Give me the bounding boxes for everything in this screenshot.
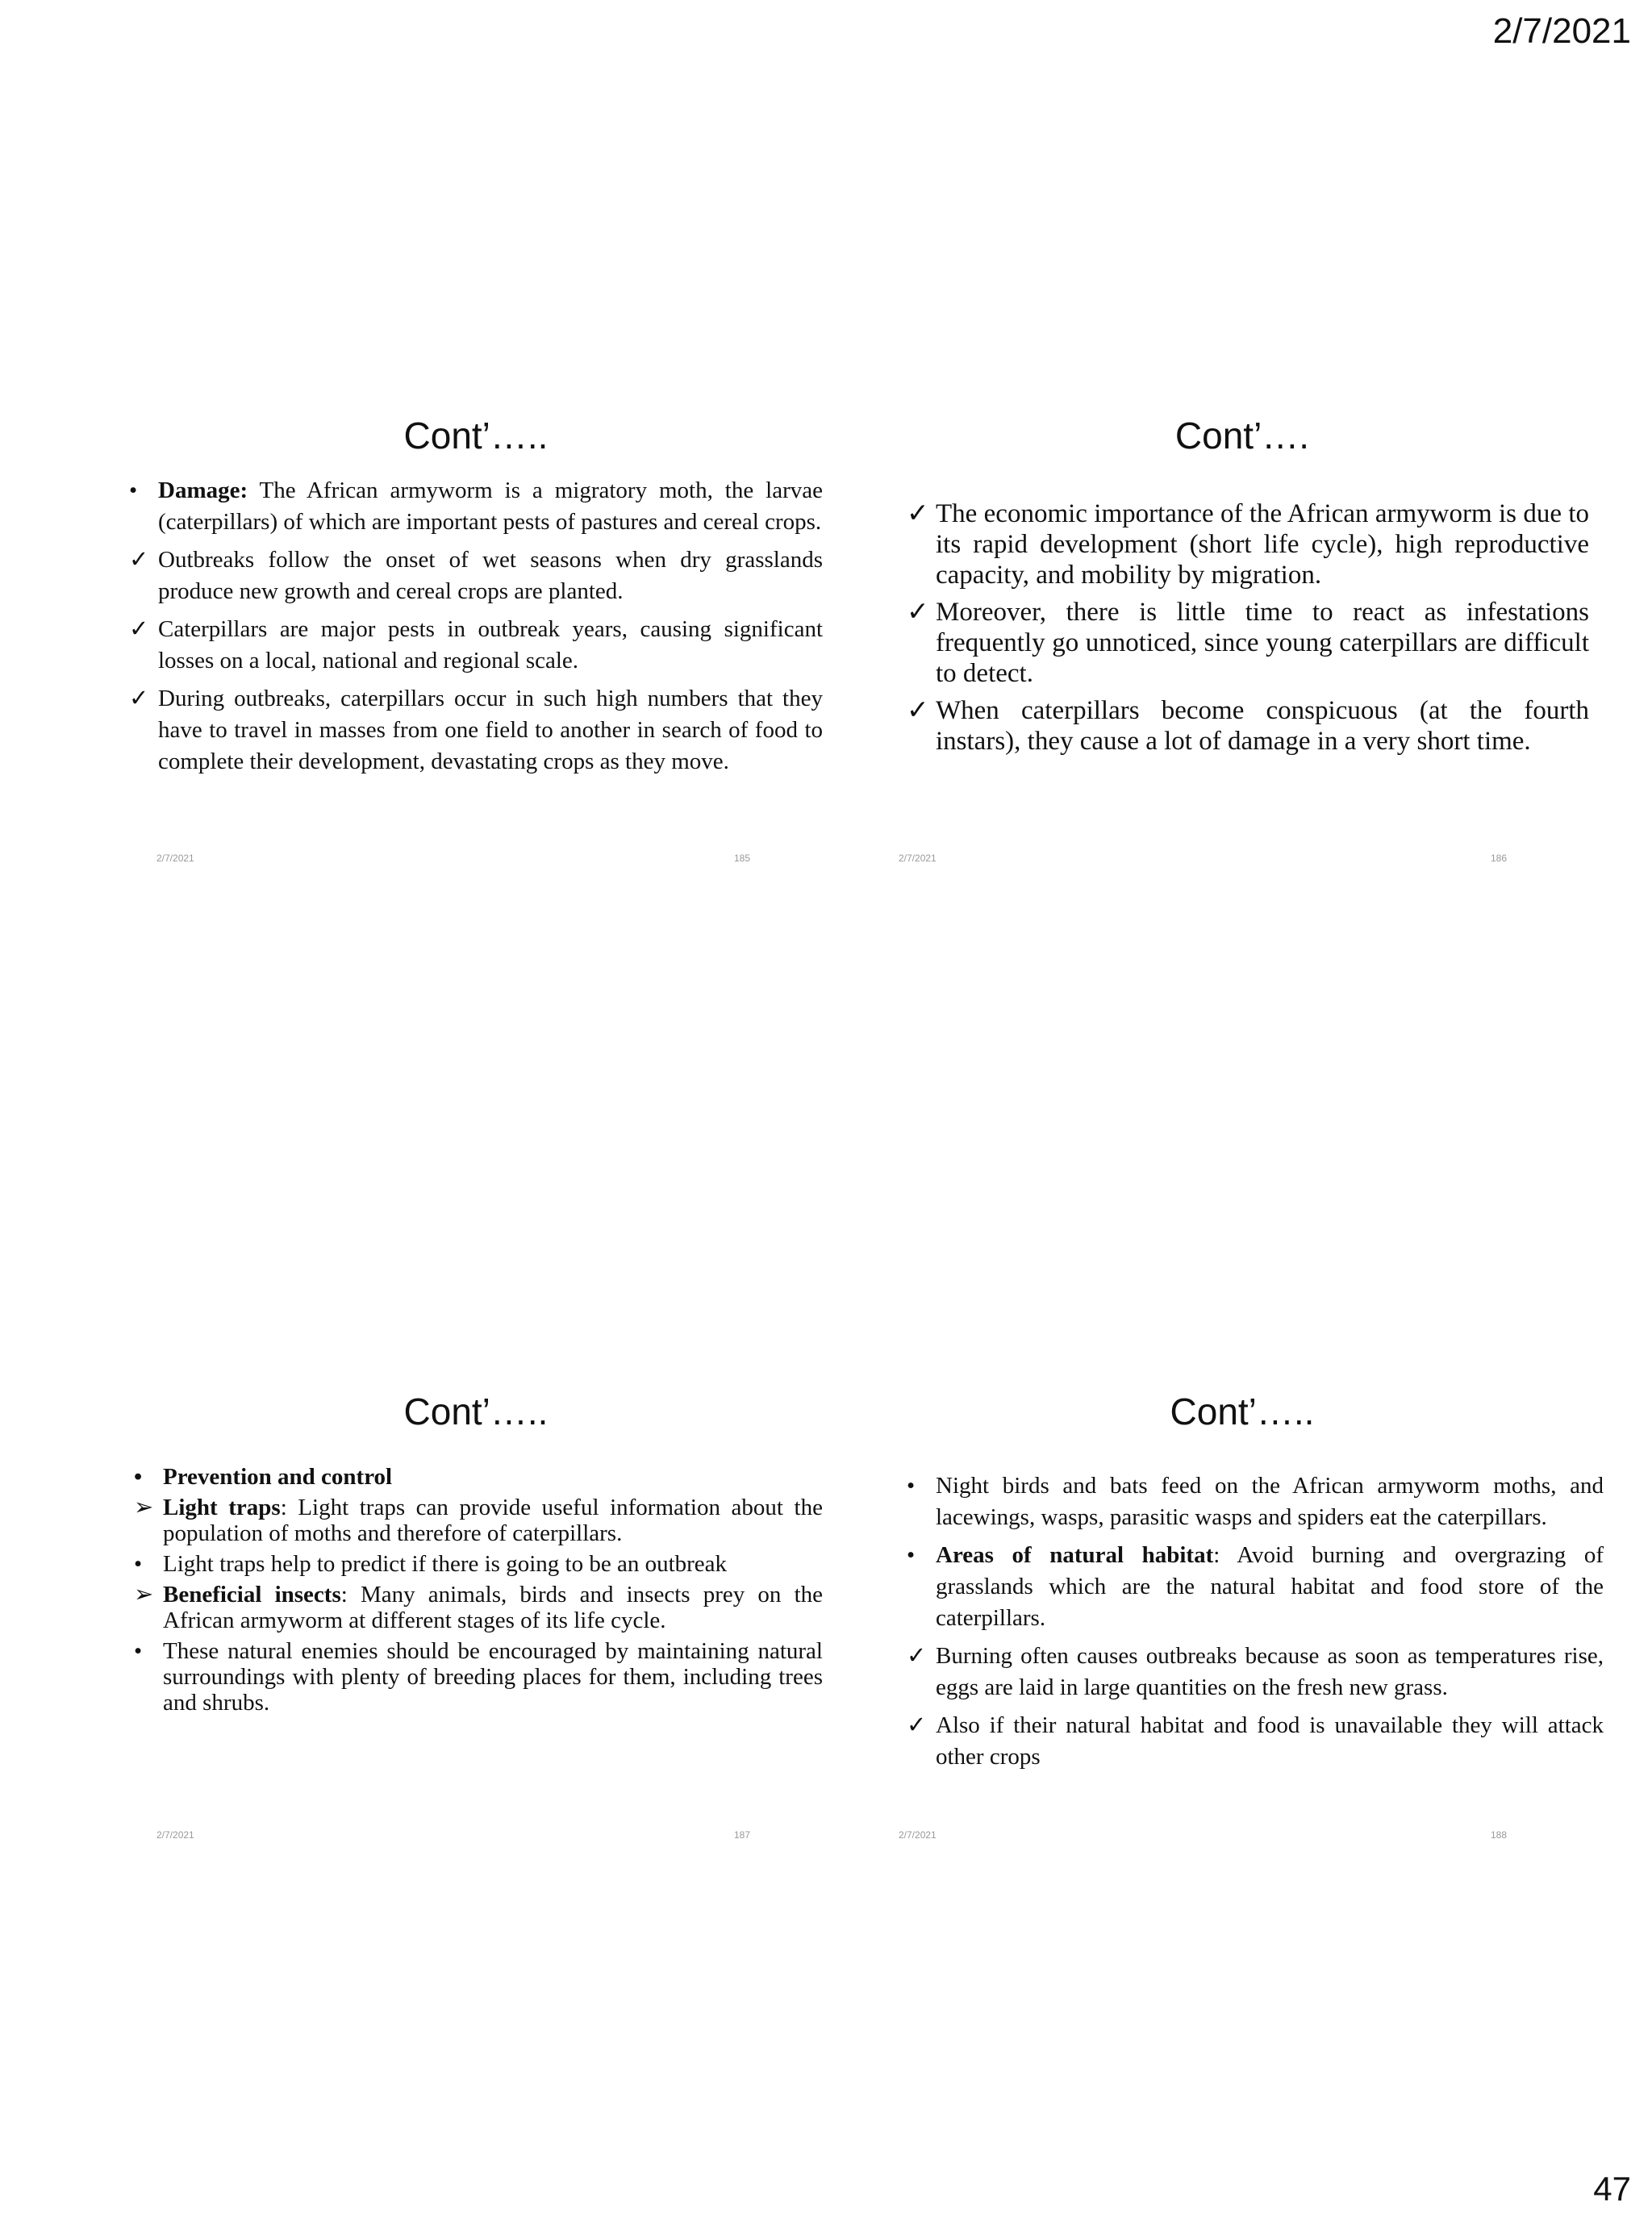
bullet-marker: • [134,1464,143,1490]
item-text: Outbreaks follow the onset of wet seasons when dry grasslands produce new growth and cereal crops are planted. [158,547,823,604]
item-text: Moreover, there is little time to react as infestations frequently go unnoticed, since young caterpillars are difficult to detect. [936,598,1589,688]
bullet-item [134,1638,823,1716]
item-text: When caterpillars become conspicuous (at the fourth instars), they cause a lot of damage in a very short time. [936,696,1589,756]
check-item [129,614,823,677]
item-bold-label: Damage: [158,477,248,503]
check-item [129,683,823,778]
slide-footer-number: 187 [734,1829,751,1841]
slide-title: Cont’…. [1174,415,1310,457]
bullet-item [907,1540,1604,1634]
item-text: The African armyworm is a migratory moth, the larvae (caterpillars) of which are important pests of pastures and cereal crops. [158,477,823,535]
slide-188 [895,1383,1604,1841]
arrow-icon: ➢ [134,1582,154,1608]
item-text: Burning often causes outbreaks because as soon as temperatures rise, eggs are laid in large quantities on the fresh new grass. [936,1643,1604,1700]
slide-186 [895,407,1589,864]
slide-footer-date: 2/7/2021 [899,1829,937,1841]
check-item [129,544,823,607]
item-bold-label: Areas of natural habitat [936,1542,1214,1568]
slide-body [129,475,823,784]
item-bold-label: Prevention and control [163,1464,393,1490]
item-text: The economic importance of the African armyworm is due to its rapid development (short life cycle), high reproductive capacity, and mobility by migration. [936,499,1589,590]
check-icon: ✓ [907,499,929,528]
arrow-icon: ➢ [134,1495,154,1520]
item-text: : Many animals, birds and insects prey on the African armyworm at different stages of its life cycle. [163,1582,823,1633]
arrow-item [134,1582,823,1633]
page-number: 47 [1593,2170,1631,2208]
check-item [907,1710,1604,1773]
bullet-marker: • [134,1551,143,1577]
slide-title: Cont’….. [403,1391,549,1432]
check-icon: ✓ [129,686,149,711]
item-text: Light traps help to predict if there is going to be an outbreak [163,1551,728,1577]
check-icon: ✓ [129,616,149,642]
item-text: Caterpillars are major pests in outbreak years, causing significant losses on a local, national and regional scale. [158,616,823,673]
slide-title: Cont’….. [1170,1391,1315,1432]
slide-footer-number: 188 [1491,1829,1508,1841]
item-bold-label: Light traps [163,1495,281,1520]
slide-footer-date: 2/7/2021 [899,853,937,864]
slide-footer-number: 185 [734,853,751,864]
bullet-item [129,475,823,538]
item-text: Also if their natural habitat and food is unavailable they will attack other crops [936,1712,1604,1770]
slide-187 [129,1383,823,1841]
slide-body [907,1470,1604,1779]
check-icon: ✓ [907,1712,927,1738]
slide-footer-number: 186 [1491,853,1508,864]
check-item [907,1641,1604,1703]
slide-footer-date: 2/7/2021 [156,1829,194,1841]
bullet-item [134,1551,823,1577]
check-item [907,498,1589,590]
bullet-marker: • [134,1638,143,1664]
slide-body [907,498,1589,763]
bullet-marker: • [129,477,138,503]
slide-title: Cont’….. [403,415,549,457]
bullet-item [134,1464,823,1490]
check-icon: ✓ [907,598,929,627]
item-text: Night birds and bats feed on the African armyworm moths, and lacewings, wasps, parasitic wasps and spiders eat the caterpillars. [936,1473,1604,1530]
item-text: These natural enemies should be encouraged by maintaining natural surroundings with plenty of breeding places for them, including trees and shrubs. [163,1638,823,1716]
bullet-item [907,1470,1604,1533]
item-text: : Light traps can provide useful information about the population of moths and therefore of caterpillars. [163,1495,823,1546]
check-icon: ✓ [907,1643,927,1669]
item-text: During outbreaks, caterpillars occur in such high numbers that they have to travel in masses from one field to another in search of food to complete their development, devastating crops as they move. [158,686,823,774]
bullet-marker: • [907,1473,916,1499]
slide-body [134,1464,823,1720]
page-date: 2/7/2021 [1492,11,1631,51]
bullet-marker: • [907,1542,916,1568]
slide-footer-date: 2/7/2021 [156,853,194,864]
check-item [907,597,1589,689]
slide-185 [129,407,823,864]
item-bold-label: Beneficial insects [163,1582,341,1608]
arrow-item [134,1495,823,1546]
check-item [907,695,1589,757]
item-text: : Avoid burning and overgrazing of grasslands which are the natural habitat and food store of the caterpillars. [936,1542,1604,1631]
check-icon: ✓ [129,547,149,573]
check-icon: ✓ [907,696,929,725]
